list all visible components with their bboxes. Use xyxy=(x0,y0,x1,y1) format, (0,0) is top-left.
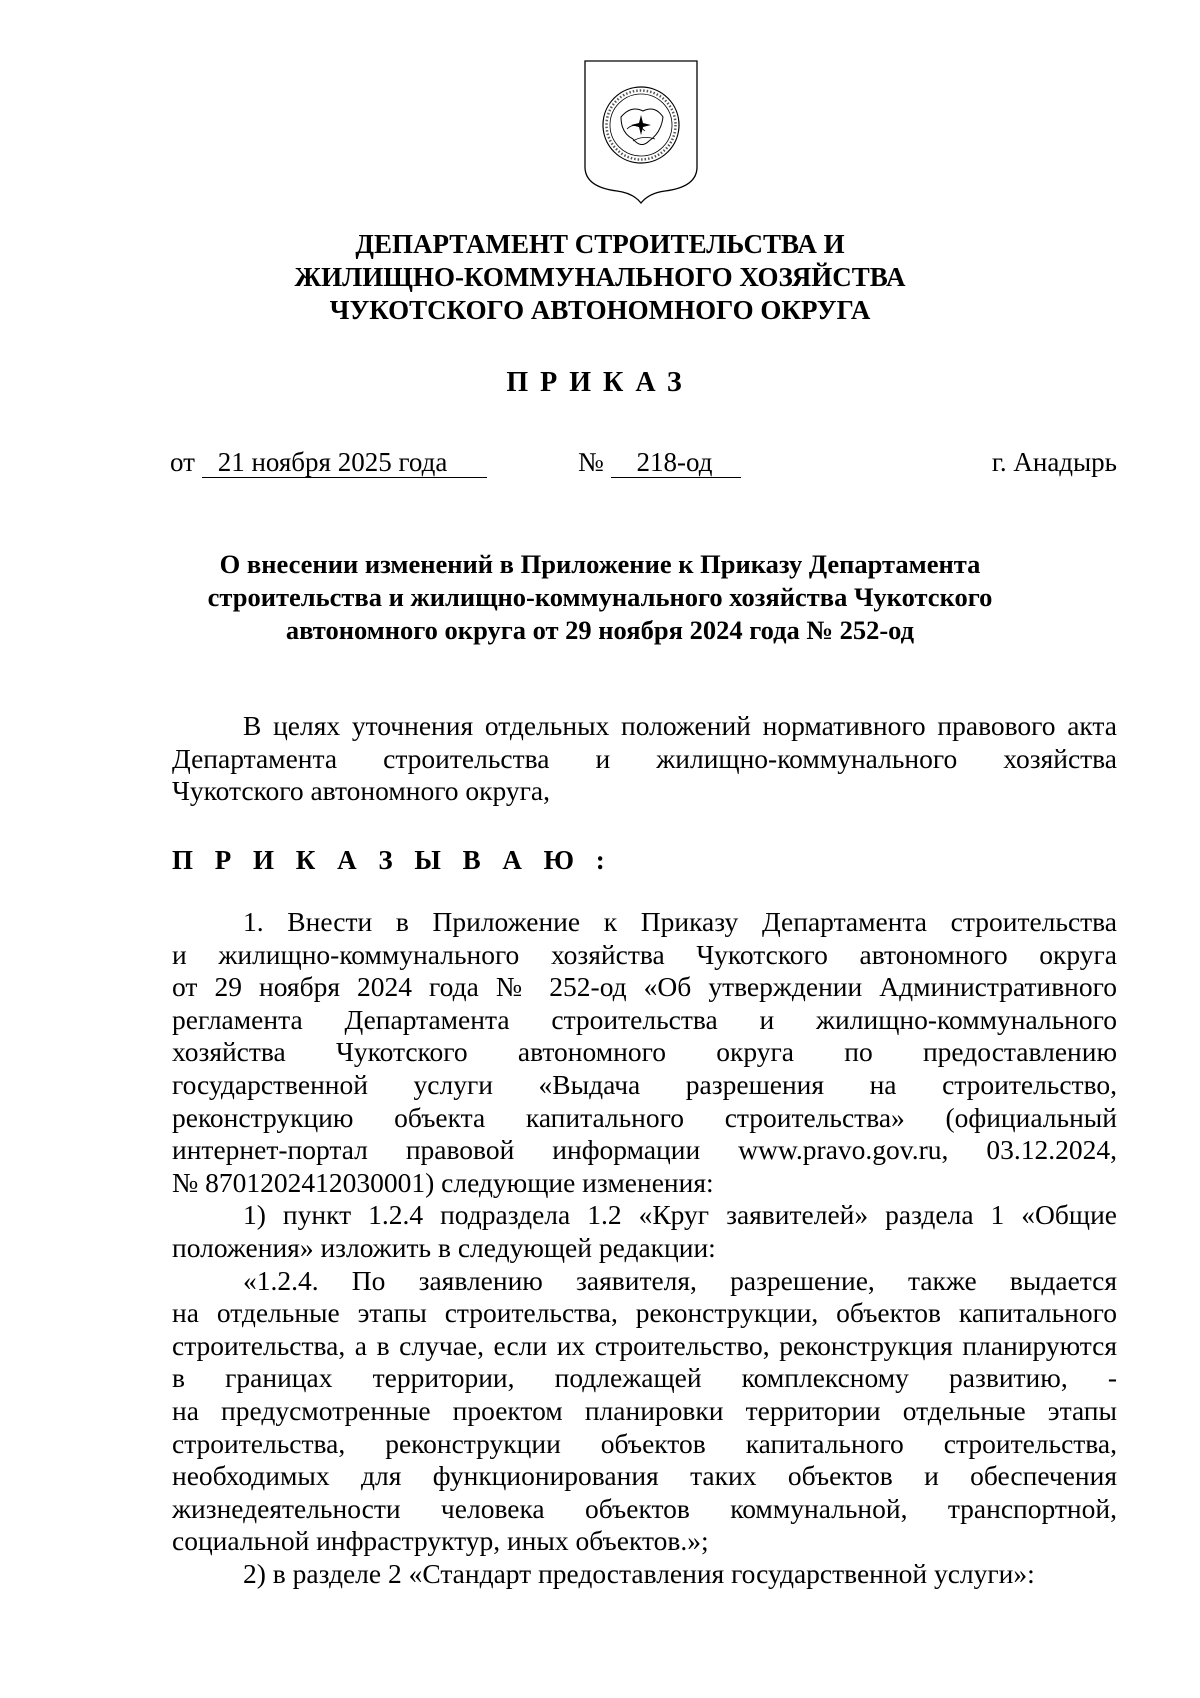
org-line: ЧУКОТСКОГО АВТОНОМНОГО ОКРУГА xyxy=(329,295,871,325)
text-line: необходимых для функционирования таких объектов и обеспечения xyxy=(172,1460,1117,1492)
text-line: в границах территории, подлежащей комплексному развитию, - xyxy=(172,1362,1117,1394)
text-line: 1. Внести в Приложение к Приказу Департамента строительства xyxy=(243,906,1117,937)
order-items xyxy=(172,906,1117,1590)
text-line: реконструкцию объекта капитального строительства» (официальный xyxy=(172,1101,1117,1133)
text-line: положения» изложить в следующей редакции: xyxy=(172,1231,716,1263)
text-line: 1) пункт 1.2.4 подраздела 1.2 «Круг заявителей» раздела 1 «Общие xyxy=(243,1199,1117,1231)
subject-line: автономного округа от 29 ноября 2024 года № 252-од xyxy=(285,615,915,645)
org-line: ЖИЛИЩНО-КОММУНАЛЬНОГО ХОЗЯЙСТВА xyxy=(294,262,906,292)
org-line: ДЕПАРТАМЕНТ СТРОИТЕЛЬСТВА И xyxy=(355,229,845,259)
order-date xyxy=(170,446,487,478)
text-line: жизнедеятельности человека объектов коммунальной, транспортной, xyxy=(172,1492,1117,1524)
date-value: 21 ноября 2025 года xyxy=(202,447,487,478)
text-line: строительства, а в случае, если их строительство, реконструкция планируются xyxy=(172,1329,1117,1361)
text-line: Чукотского автономного округа, xyxy=(172,775,551,807)
text-line: от 29 ноября 2024 года № 252-од «Об утверждении Административного xyxy=(172,971,1117,1003)
text-line: на отдельные этапы строительства, реконструкции, объектов капитального xyxy=(172,1297,1117,1329)
text-line: на предусмотренные проектом планировки территории отдельные этапы xyxy=(172,1394,1117,1426)
text-line: В целях уточнения отдельных положений нормативного правового акта xyxy=(243,710,1117,741)
text-line: интернет-портал правовой информации www.pravo.gov.ru, 03.12.2024, xyxy=(172,1134,1117,1166)
preamble-paragraph xyxy=(172,710,1117,808)
text-line: Департамента строительства и жилищно-коммунального хозяйства xyxy=(172,742,1117,774)
organization-name xyxy=(0,228,1200,327)
text-line: регламента Департамента строительства и жилищно-коммунального xyxy=(172,1003,1117,1035)
text-line: № 8701202412030001) следующие изменения: xyxy=(172,1166,714,1198)
subject-line: О внесении изменений в Приложение к Приказу Департамента xyxy=(219,549,981,579)
text-line: 2) в разделе 2 «Стандарт предоставления государственной услуги»: xyxy=(243,1557,1035,1589)
text-line: хозяйства Чукотского автономного округа по предоставлению xyxy=(172,1036,1117,1068)
number-prefix: № xyxy=(578,447,604,477)
text-line: социальной инфраструктур, иных объектов.»; xyxy=(172,1525,709,1557)
quoted-clause xyxy=(172,1265,1117,1558)
order-subject xyxy=(0,548,1200,647)
document-type-title: ПРИКАЗ xyxy=(506,367,694,398)
order-number xyxy=(578,446,741,478)
text-line: «1.2.4. По заявлению заявителя, разрешение, также выдается xyxy=(243,1264,1117,1296)
order-verb: П Р И К А З Ы В А Ю : xyxy=(172,845,613,875)
text-line: государственной услуги «Выдача разрешения на строительство, xyxy=(172,1068,1117,1100)
coat-of-arms-icon xyxy=(583,59,699,205)
subitem-2-paragraph xyxy=(172,1558,1117,1591)
number-value: 218-од xyxy=(611,447,741,478)
subject-line: строительства и жилищно-коммунального хозяйства Чукотского xyxy=(207,582,993,612)
order-city: г. Анадырь xyxy=(991,447,1117,477)
date-prefix: от xyxy=(170,447,195,477)
text-line: и жилищно-коммунального хозяйства Чукотского автономного округа xyxy=(172,938,1117,970)
subitem-1-paragraph xyxy=(172,1199,1117,1264)
text-line: строительства, реконструкции объектов капитального строительства, xyxy=(172,1427,1117,1459)
item-1-paragraph xyxy=(172,906,1117,1199)
